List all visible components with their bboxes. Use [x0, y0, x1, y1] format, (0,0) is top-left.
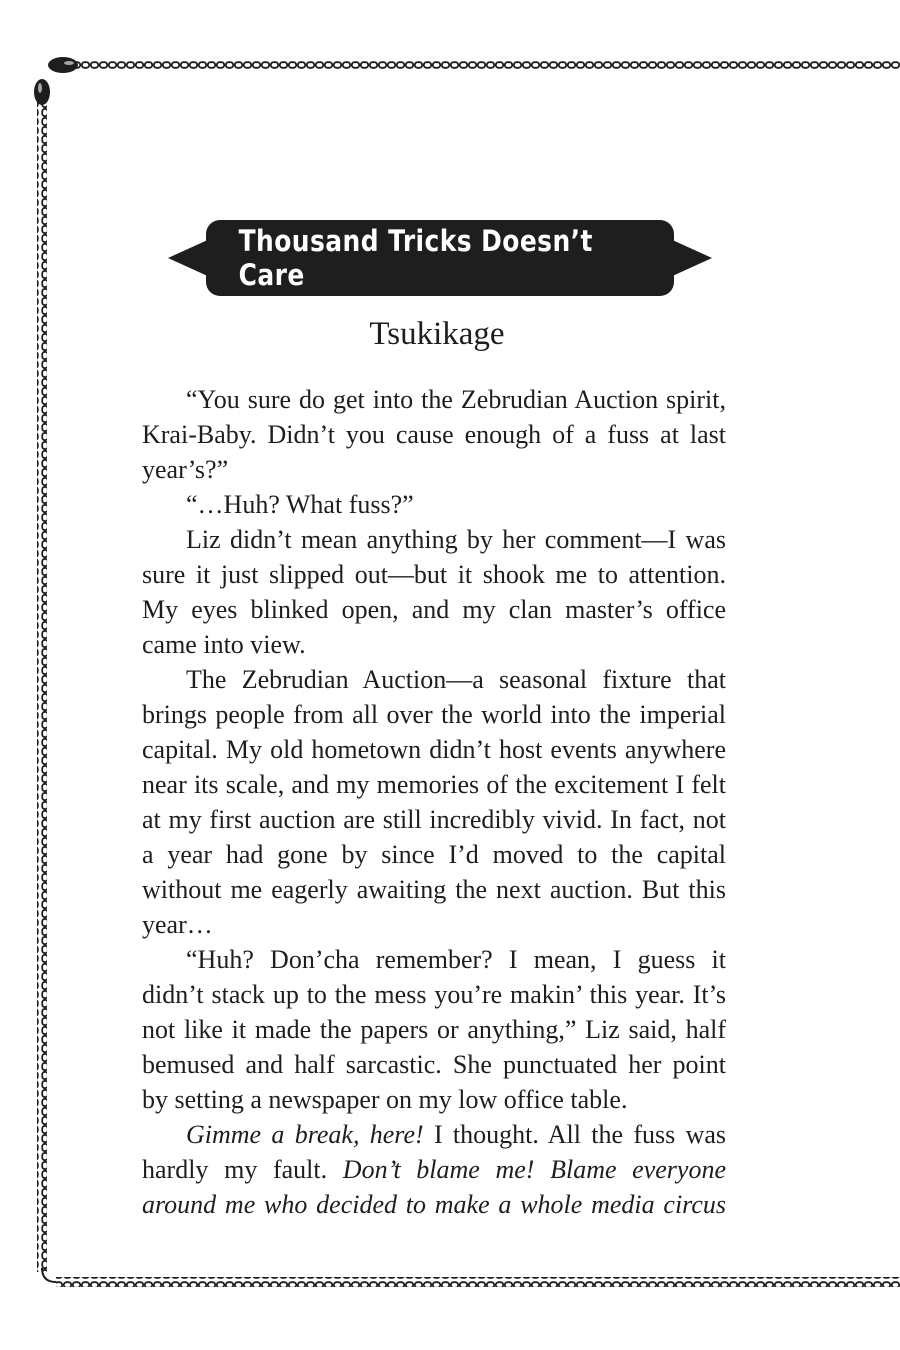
italic-thought: Don’t blame me! Blame everyone around me who decided to make a whole media circus	[142, 1155, 726, 1219]
paragraph: Liz didn’t mean anything by her comment—I was sure it just slipped out—but it shook me to attention. My eyes blinked open, and my clan master’s office came into view.	[142, 525, 726, 659]
body-text	[142, 382, 726, 1222]
paragraph: “…Huh? What fuss?”	[186, 490, 414, 519]
paragraph: “Huh? Don’cha remember? I mean, I guess it didn’t stack up to the mess you’re makin’ this year. It’s not like it made the papers or anything,” Liz said, half bemused and half sarcastic. She punctuated her point by setting a newspaper on my low office table.	[142, 945, 726, 1114]
paragraph: “You sure do get into the Zebrudian Auction spirit, Krai-Baby. Didn’t you cause enough of a fuss at last year’s?”	[142, 385, 726, 484]
italic-thought: Gimme a break, here!	[186, 1120, 424, 1149]
narration: I thought. All the fuss was hardly my fault.	[142, 1120, 726, 1184]
paragraph	[142, 1117, 726, 1222]
story-title: Thousand Tricks Doesn’t Care	[238, 224, 593, 292]
chapter-title: Tsukikage	[369, 316, 505, 352]
paragraph: The Zebrudian Auction—a seasonal fixture that brings people from all over the world into the imperial capital. My old hometown didn’t host events anywhere near its scale, and my memories of the excitement I felt at my first auction are still incredibly vivid. In fact, not a year had gone by since I’d moved to the capital without me eagerly awaiting the next auction. But this year…	[142, 665, 726, 939]
